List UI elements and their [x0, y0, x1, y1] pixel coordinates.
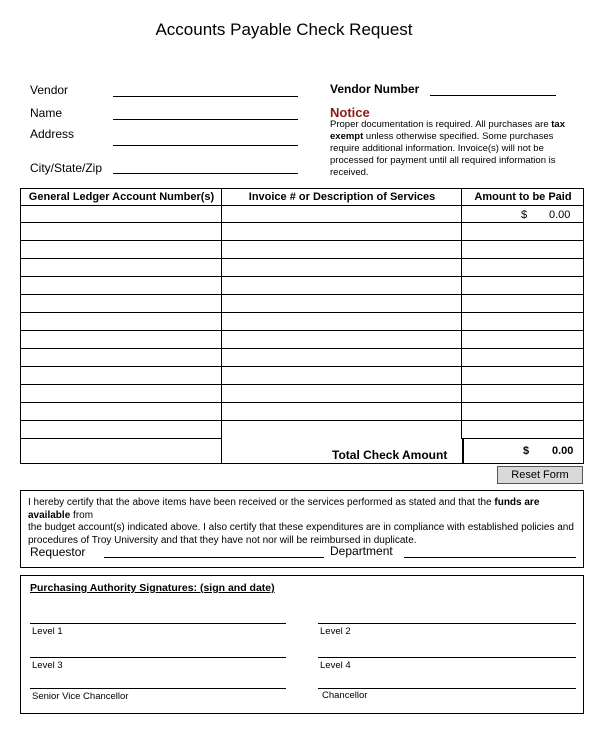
department-label: Department [330, 544, 393, 558]
chancellor-line[interactable] [318, 688, 576, 689]
total-check-amount-label: Total Check Amount [332, 448, 448, 462]
amount-cell[interactable] [462, 367, 584, 385]
header-invoice: Invoice # or Description of Services [248, 191, 436, 203]
level2-line[interactable] [318, 623, 576, 624]
amount-currency: $ [521, 209, 528, 221]
gl-account-cell[interactable] [21, 313, 222, 331]
page-title: Accounts Payable Check Request [155, 20, 413, 39]
invoice-cell[interactable] [222, 421, 462, 439]
address-label: Address [30, 127, 75, 141]
gl-account-cell[interactable] [21, 259, 222, 277]
invoice-cell[interactable] [222, 385, 462, 403]
gl-account-cell[interactable] [21, 241, 222, 259]
invoice-cell[interactable] [222, 313, 462, 331]
invoice-cell[interactable] [222, 259, 462, 277]
amount-cell[interactable] [462, 349, 584, 367]
total-divider [462, 439, 464, 464]
level2-label: Level 2 [320, 626, 351, 637]
header-gl-account: General Ledger Account Number(s) [28, 191, 215, 203]
level4-label: Level 4 [320, 660, 351, 671]
level3-label: Level 3 [32, 660, 63, 671]
amount-value: 0.00 [549, 209, 571, 221]
svc-label: Senior Vice Chancellor [32, 691, 129, 702]
invoice-cell[interactable] [222, 241, 462, 259]
gl-account-cell[interactable] [21, 331, 222, 349]
invoice-cell[interactable] [222, 367, 462, 385]
invoice-cell[interactable] [222, 223, 462, 241]
level3-line[interactable] [30, 657, 286, 658]
department-field[interactable] [404, 557, 576, 558]
amount-cell[interactable] [462, 385, 584, 403]
amount-cell[interactable] [462, 403, 584, 421]
invoice-cell[interactable] [222, 295, 462, 313]
invoice-cell[interactable] [222, 331, 462, 349]
amount-cell[interactable] [462, 313, 584, 331]
total-currency: $ [523, 445, 530, 457]
gl-account-cell[interactable] [21, 385, 222, 403]
gl-account-cell[interactable] [21, 439, 222, 464]
name-field[interactable] [113, 119, 298, 120]
ledger-table [20, 188, 584, 464]
invoice-cell[interactable] [222, 349, 462, 367]
requestor-field[interactable] [104, 557, 324, 558]
gl-account-cell[interactable] [21, 421, 222, 439]
amount-cell[interactable] [462, 223, 584, 241]
gl-account-cell[interactable] [21, 277, 222, 295]
level1-label: Level 1 [32, 626, 63, 637]
gl-account-cell[interactable] [21, 403, 222, 421]
invoice-cell[interactable] [222, 277, 462, 295]
gl-account-cell[interactable] [21, 349, 222, 367]
amount-cell[interactable] [462, 259, 584, 277]
amount-cell[interactable] [462, 277, 584, 295]
amount-cell[interactable] [462, 421, 584, 439]
invoice-cell[interactable] [222, 403, 462, 421]
level1-line[interactable] [30, 623, 286, 624]
vendor-field[interactable] [113, 96, 298, 97]
gl-account-cell[interactable] [21, 223, 222, 241]
vendor-number-label: Vendor Number [330, 82, 420, 96]
address-field[interactable] [113, 145, 298, 146]
header-amount: Amount to be Paid [474, 191, 572, 203]
notice-body: Proper documentation is required. All purchases are tax exempt unless otherwise specified. Some purchases require additional information. Invoice(s) will not be processed for payment until all required information is received. [330, 119, 565, 178]
signatures-heading: Purchasing Authority Signatures: (sign and date) [30, 582, 275, 594]
notice-heading: Notice [330, 105, 370, 120]
invoice-cell[interactable] [222, 206, 462, 223]
requestor-label: Requestor [30, 545, 86, 559]
level4-line[interactable] [318, 657, 576, 658]
chancellor-label: Chancellor [322, 690, 368, 701]
reset-form-button[interactable]: Reset Form [497, 466, 583, 484]
certification-text: I hereby certify that the above items have been received or the services performed as stated and that the funds are available from the budget account(s) indicated above. I also certify that these expenditures are in compliance with established policies and procedures of Troy University and that they have not nor will be reimbursed in duplicate. [28, 497, 574, 546]
total-value: 0.00 [552, 445, 574, 457]
city-field[interactable] [113, 173, 298, 174]
amount-cell[interactable] [462, 331, 584, 349]
amount-cell[interactable] [462, 241, 584, 259]
gl-account-cell[interactable] [21, 206, 222, 223]
vendor-number-field[interactable] [430, 95, 556, 96]
city-label: City/State/Zip [30, 161, 103, 175]
gl-account-cell[interactable] [21, 295, 222, 313]
vendor-label: Vendor [30, 83, 69, 97]
amount-cell[interactable] [462, 295, 584, 313]
svc-line[interactable] [30, 688, 286, 689]
name-label: Name [30, 106, 63, 120]
gl-account-cell[interactable] [21, 367, 222, 385]
